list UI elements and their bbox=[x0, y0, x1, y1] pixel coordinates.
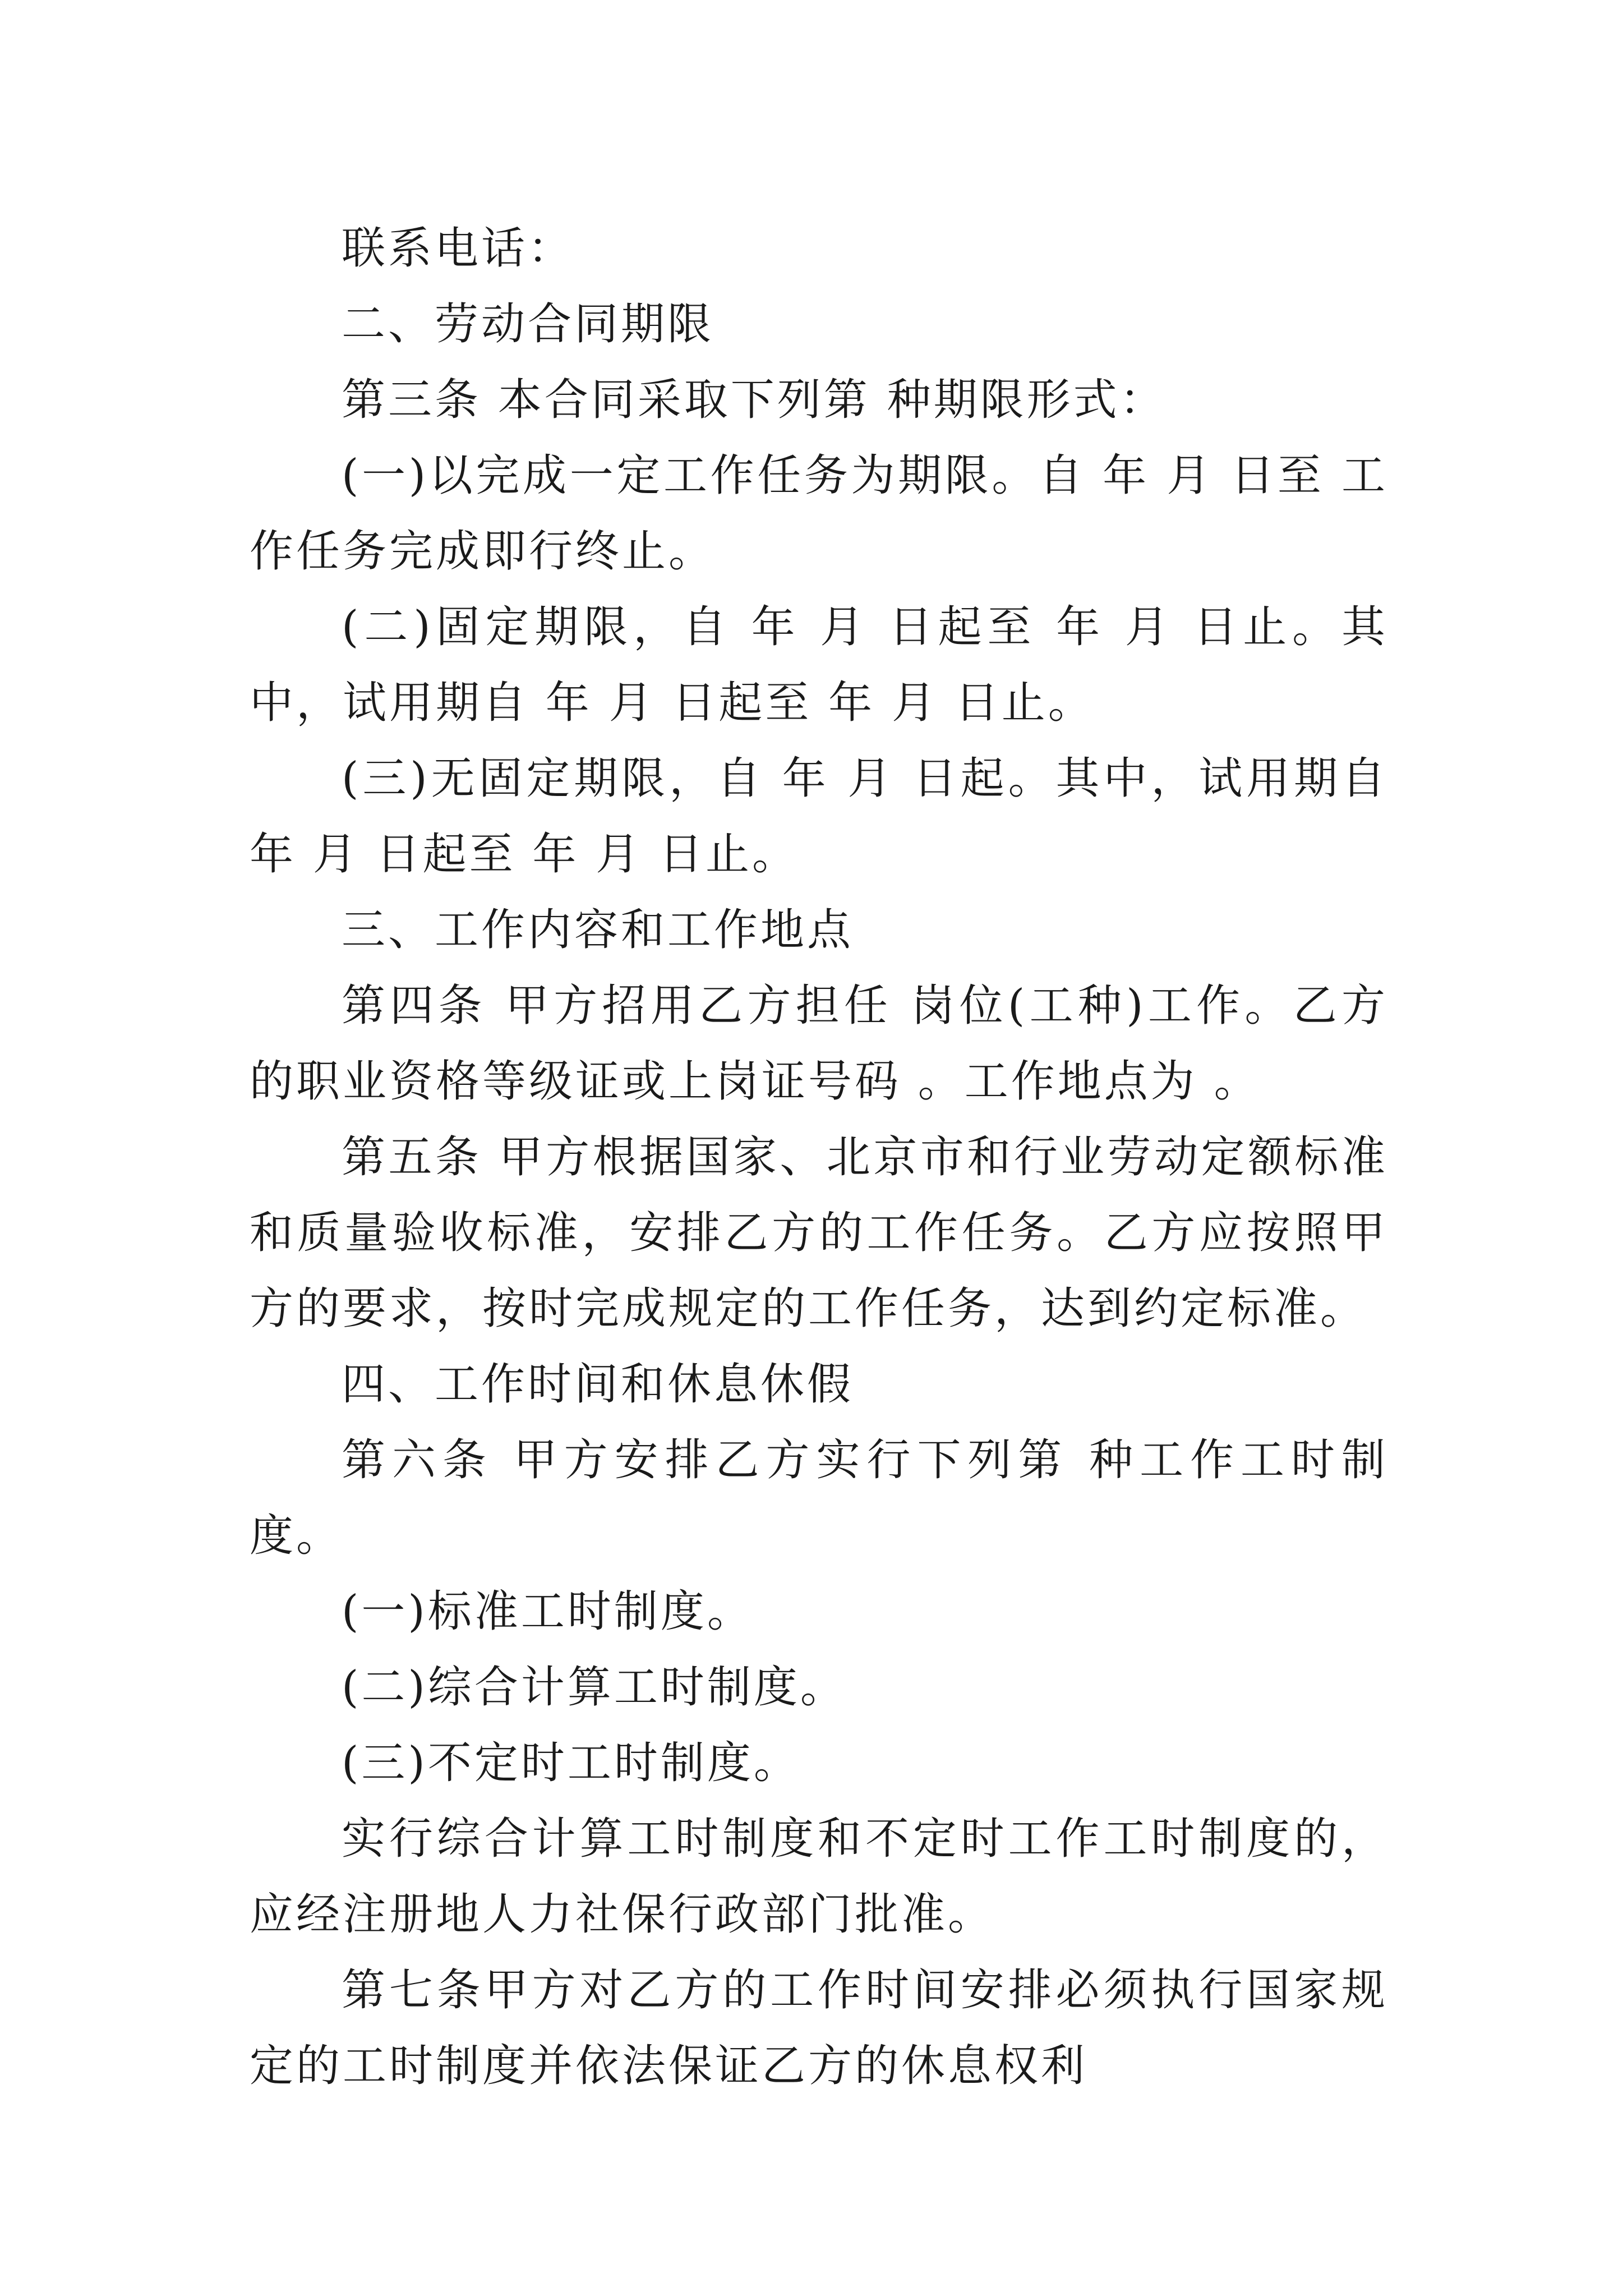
article-6-option-1: (一)标准工时制度。 bbox=[342, 1586, 754, 1637]
article-3-option-3: (三)无固定期限，自 年 月 日起。其中，试用期自 年 月 日起至 年 月 日止。 bbox=[250, 753, 1388, 880]
contact-phone-line: 联系电话： bbox=[342, 223, 575, 274]
article-3-option-1: (一)以完成一定工作任务为期限。自 年 月 日至 工作任务完成即行终止。 bbox=[250, 450, 1388, 577]
article-3-option-2: (二)固定期限，自 年 月 日起至 年 月 日止。其中，试用期自 年 月 日起至 年 月 日止。 bbox=[250, 602, 1388, 728]
section-heading-contract-term: 二、劳动合同期限 bbox=[342, 299, 714, 349]
document-body bbox=[250, 211, 1388, 2104]
article-6-option-2: (二)综合计算工时制度。 bbox=[342, 1662, 847, 1713]
article-3: 第三条 本合同采取下列第 种期限形式： bbox=[342, 375, 1166, 425]
article-4: 第四条 甲方招用乙方担任 岗位(工种)工作。乙方的职业资格等级证或上岗证号码 。工作地点为 。 bbox=[250, 981, 1388, 1107]
article-6-note: 实行综合计算工时制度和不定时工作工时制度的，应经注册地人力社保行政部门批准。 bbox=[250, 1814, 1388, 1940]
article-6-option-3: (三)不定时工时制度。 bbox=[342, 1738, 800, 1788]
section-heading-work-content: 三、工作内容和工作地点 bbox=[342, 905, 854, 955]
article-5: 第五条 甲方根据国家、北京市和行业劳动定额标准和质量验收标准，安排乙方的工作任务。乙方应按照甲方的要求，按时完成规定的工作任务，达到约定标准。 bbox=[250, 1132, 1388, 1334]
article-7: 第七条甲方对乙方的工作时间安排必须执行国家规定的工时制度并依法保证乙方的休息权利 bbox=[250, 1965, 1388, 2091]
section-heading-work-hours: 四、工作时间和休息休假 bbox=[342, 1359, 854, 1410]
article-6: 第六条 甲方安排乙方实行下列第 种工作工时制度。 bbox=[250, 1435, 1388, 1561]
